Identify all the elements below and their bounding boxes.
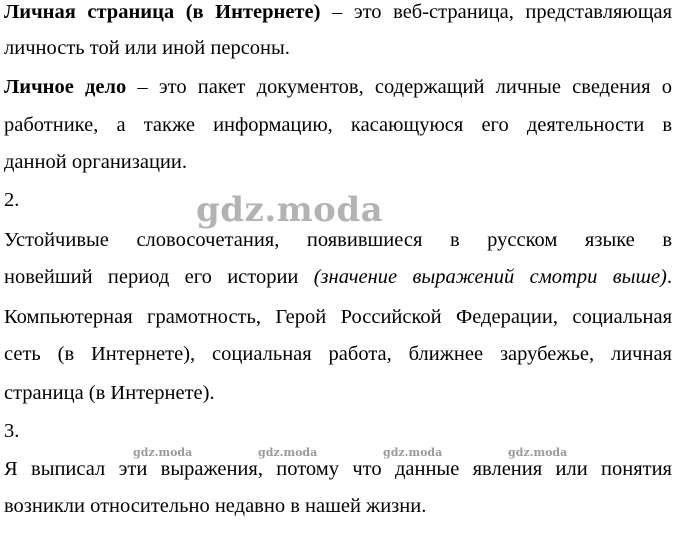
definition-personal-file-line-3: данной организации.	[4, 151, 187, 173]
section2-line-5: страница (в Интернете).	[4, 382, 215, 404]
watermark-small-2: gdz.moda	[258, 446, 318, 459]
section-number-2: 2.	[4, 189, 20, 211]
definition-text: – это пакет документов, содержащий личные сведения о	[126, 76, 672, 98]
section3-line-1: Я выписал эти выражения, потому что данные явления или понятия	[4, 458, 672, 480]
watermark-small-3: gdz.moda	[383, 446, 443, 459]
definition-personal-file-line-2: работнике, а также информацию, касающуюся его деятельности в	[4, 114, 672, 136]
definition-personal-file-line-1	[4, 75, 672, 99]
section2-italic-note: (значение выражений смотри выше)	[313, 266, 667, 288]
section2-line-3: Компьютерная грамотность, Герой Российской Федерации, социальная	[4, 306, 672, 328]
section2-line-2	[4, 265, 672, 289]
section2-line-2-text: новейший период его истории	[4, 266, 314, 288]
section3-line-2: возникли относительно недавно в нашей жизни.	[4, 495, 427, 517]
definition-text: – это веб-страница, представляющая	[320, 1, 673, 23]
section2-line-4: сеть (в Интернете), социальная работа, ближнее зарубежье, личная	[4, 343, 672, 365]
section-number-3: 3.	[4, 420, 20, 442]
definition-personal-page-line-1	[4, 0, 672, 24]
definition-personal-page-line-2: личность той или иной персоны.	[4, 37, 290, 59]
section2-line-2-end: .	[666, 266, 672, 288]
watermark-small-1: gdz.moda	[133, 446, 193, 459]
section2-line-1: Устойчивые словосочетания, появившиеся в русском языке в	[4, 229, 672, 251]
watermark-small-4: gdz.moda	[508, 446, 568, 459]
term-personal-file: Личное дело	[4, 76, 127, 98]
term-personal-page: Личная страница (в Интернете)	[4, 1, 321, 23]
watermark-main: gdz.moda	[196, 190, 384, 230]
